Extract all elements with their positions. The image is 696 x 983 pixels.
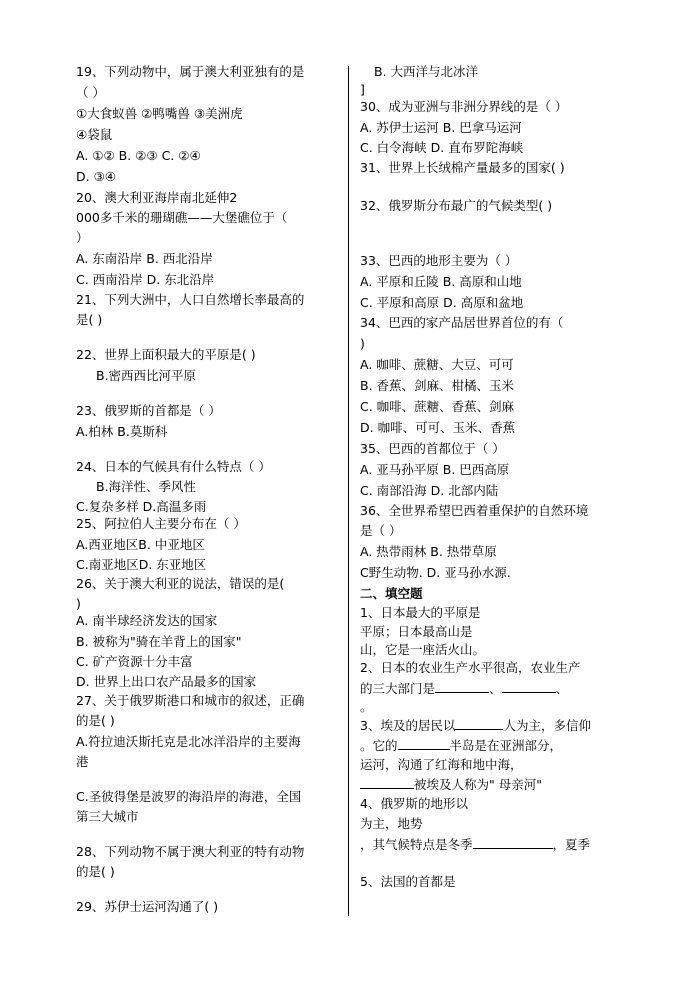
q28-stem: 28、下列动物不属于澳大利亚的特有动物 bbox=[76, 844, 305, 859]
fill-q3-line2-text: 。它的 bbox=[360, 738, 398, 753]
q36-options-cd: C野生动物. D. 亚马孙水源. bbox=[360, 565, 511, 580]
q28-stem-2: 的是( ) bbox=[76, 864, 115, 879]
q25-options-cd: C.南亚地区D. 东亚地区 bbox=[76, 557, 207, 572]
q20-options-a: A. 东南沿岸 B. 西北沿岸 bbox=[76, 251, 213, 266]
q22-stem: 22、世界上面积最大的平原是( ) bbox=[76, 347, 256, 362]
q34-option-a: A. 咖啡、蔗糖、大豆、可可 bbox=[360, 357, 514, 372]
q25-stem: 25、阿拉伯人主要分布在（ ） bbox=[76, 516, 246, 531]
q34-stem: 34、巴西的家产品居世界首位的有（ bbox=[360, 315, 564, 330]
fill-q3-line4-tail: 被埃及人称为" 母亲河" bbox=[414, 777, 542, 792]
fill-q2-line2 bbox=[360, 680, 568, 697]
q27-stem: 27、关于俄罗斯港口和城市的叙述，正确 bbox=[76, 693, 305, 708]
q30-options-cd: C. 白令海峡 D. 直布罗陀海峡 bbox=[360, 140, 524, 155]
fill-q3-line3: 运河，沟通了红海和地中海， bbox=[360, 757, 523, 772]
q19-paren: （ ） bbox=[76, 85, 105, 100]
q19-options-b: D. ③④ bbox=[76, 169, 116, 184]
q26-option-c: C. 矿产资源十分丰富 bbox=[76, 654, 193, 669]
q34-stem-2: ) bbox=[360, 336, 365, 351]
q27-option-c: C.圣彼得堡是波罗的海沿岸的海港，全国 bbox=[76, 789, 302, 804]
q19-item4: ④袋鼠 bbox=[76, 127, 113, 142]
q27-stem-2: 的是( ) bbox=[76, 713, 115, 728]
q20-options-b: C. 西南沿岸 D. 东北沿岸 bbox=[76, 272, 215, 287]
answer-blank[interactable] bbox=[360, 776, 414, 789]
q22-option: B.密西西比河平原 bbox=[96, 368, 197, 383]
q29-option-b: B. 大西洋与北冰洋 bbox=[374, 64, 479, 79]
fill-q3-line2-tail: 半岛是在亚洲部分， bbox=[449, 738, 563, 753]
answer-blank[interactable] bbox=[502, 680, 556, 693]
fill-q4-line3 bbox=[360, 836, 590, 853]
bracket: ] bbox=[360, 82, 365, 97]
q36-options-ab: A. 热带雨林 B. 热带草原 bbox=[360, 544, 497, 559]
fill-q3-line2 bbox=[360, 737, 562, 754]
q19-stem: 19、下列动物中，属于澳大利亚独有的是 bbox=[76, 64, 305, 79]
q21-stem-2: 是( ) bbox=[76, 312, 103, 327]
q30-stem: 30、成为亚洲与非洲分界线的是（ ） bbox=[360, 99, 568, 114]
fill-q1-line1: 1、日本最大的平原是 bbox=[360, 605, 481, 620]
q26-option-b: B. 被称为"骑在羊背上的国家" bbox=[76, 634, 242, 649]
answer-blank[interactable] bbox=[473, 836, 553, 849]
column-divider bbox=[348, 66, 349, 916]
q20-stem-3: ） bbox=[76, 230, 89, 245]
fill-q4-line3-text: ，其气候特点是冬季 bbox=[360, 837, 473, 852]
q27-option-a: A.符拉迪沃斯托克是北冰洋沿岸的主要海 bbox=[76, 734, 301, 749]
q24-stem: 24、日本的气候具有什么特点（ ） bbox=[76, 459, 271, 474]
q36-stem-2: 是（ ） bbox=[360, 523, 402, 538]
q20-stem: 20、澳大利亚海岸南北延伸2 bbox=[76, 190, 238, 205]
q19-options-a: A. ①② B. ②③ C. ②④ bbox=[76, 148, 201, 163]
q19-items: ①大食蚁兽 ②鸭嘴兽 ③美洲虎 bbox=[76, 106, 243, 121]
q31-stem: 31、世界上长绒棉产量最多的国家( ) bbox=[360, 160, 565, 175]
q33-options-cd: C. 平原和高原 D. 高原和盆地 bbox=[360, 295, 524, 310]
q26-option-a: A. 南半球经济发达的国家 bbox=[76, 613, 218, 628]
q24-options-cd: C.复杂多样 D.高温多雨 bbox=[76, 499, 207, 514]
fill-q1-line3: 山，它是一座活火山。 bbox=[360, 642, 486, 657]
q23-options: A.柏林 B.莫斯科 bbox=[76, 424, 168, 439]
q27-option-a-2: 港 bbox=[76, 754, 89, 769]
answer-blank[interactable] bbox=[435, 680, 489, 693]
fill-q4-line1: 4、俄罗斯的地形以 bbox=[360, 796, 468, 811]
q35-options-cd: C. 南部沿海 D. 北部内陆 bbox=[360, 483, 499, 498]
q35-options-ab: A. 亚马孙平原 B. 巴西高原 bbox=[360, 462, 510, 477]
fill-q3-line1 bbox=[360, 717, 591, 734]
answer-blank[interactable] bbox=[398, 737, 450, 750]
q24-option-b: B.海洋性、季风性 bbox=[96, 479, 197, 494]
q34-option-c: C. 咖啡、蔗糖、香蕉、剑麻 bbox=[360, 399, 515, 414]
q29-stem: 29、苏伊士运河沟通了( ) bbox=[76, 899, 219, 914]
q20-stem-2: 000多千米的珊瑚礁——大堡礁位于（ bbox=[76, 210, 288, 225]
separator: 、 bbox=[555, 681, 569, 696]
separator: 、 bbox=[489, 681, 502, 696]
q35-stem: 35、巴西的首都位于（ ） bbox=[360, 441, 505, 456]
q30-options-ab: A. 苏伊士运河 B. 巴拿马运河 bbox=[360, 120, 522, 135]
fill-q2-line1: 2、日本的农业生产水平很高，农业生产 bbox=[360, 660, 581, 675]
q23-stem: 23、俄罗斯的首都是（ ） bbox=[76, 403, 221, 418]
q34-option-b: B. 香蕉、剑麻、柑橘、玉米 bbox=[360, 378, 515, 393]
fill-q1-line2: 平原；日本最高山是 bbox=[360, 624, 473, 639]
q27-option-c-2: 第三大城市 bbox=[76, 809, 139, 824]
q26-option-d: D. 世界上出口农产品最多的国家 bbox=[76, 674, 257, 689]
q33-options-ab: A. 平原和丘陵 B. 高原和山地 bbox=[360, 274, 522, 289]
q32-stem: 32、俄罗斯分布最广的气候类型( ) bbox=[360, 198, 553, 213]
q21-stem: 21、下列大洲中，人口自然增长率最高的 bbox=[76, 292, 305, 307]
q34-option-d: D. 咖啡、可可、玉米、香蕉 bbox=[360, 420, 516, 435]
fill-q2-line3: 。 bbox=[360, 699, 373, 714]
fill-q3-line4 bbox=[360, 776, 542, 793]
fill-q3-line1-text: 3、埃及的居民以 bbox=[360, 718, 456, 733]
answer-blank[interactable] bbox=[455, 717, 503, 730]
fill-q4-line2: 为主，地势 bbox=[360, 816, 423, 831]
fill-q3-line1-tail: 人为主，多信仰 bbox=[503, 718, 591, 733]
fill-q4-line3-tail: ，夏季 bbox=[552, 837, 591, 852]
fill-q5-line1: 5、法国的首都是 bbox=[360, 874, 456, 889]
q36-stem: 36、全世界希望巴西着重保护的自然环境 bbox=[360, 503, 589, 518]
q26-stem-2: ) bbox=[76, 596, 81, 611]
q33-stem: 33、巴西的地形主要为（ ） bbox=[360, 253, 518, 268]
q26-stem: 26、关于澳大利亚的说法，错误的是( bbox=[76, 576, 285, 591]
q25-options-ab: A.西亚地区B. 中亚地区 bbox=[76, 537, 205, 552]
fill-q2-line2-text: 的三大部门是 bbox=[360, 681, 436, 696]
fill-section-heading: 二、填空题 bbox=[360, 586, 423, 601]
